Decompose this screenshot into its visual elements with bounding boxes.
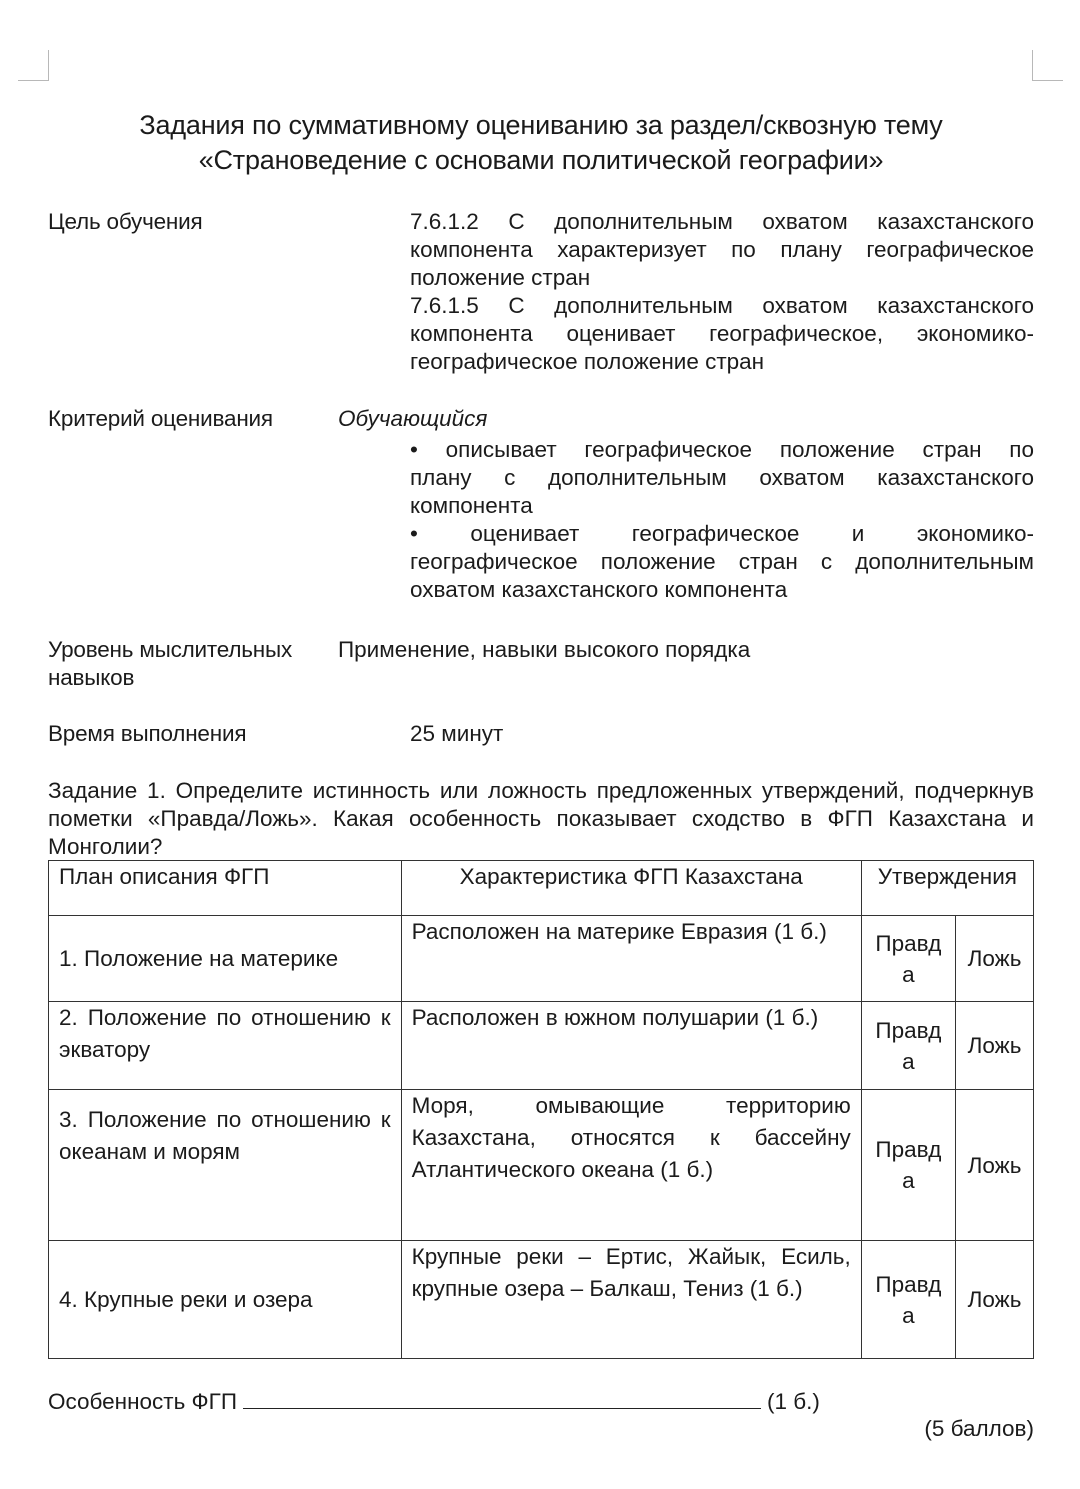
true-option-line-1: Правд: [875, 1271, 942, 1297]
title-line-1: Задания по суммативному оцениванию за раздел/сквозную тему: [139, 110, 943, 140]
crop-mark-top-right: [1032, 50, 1063, 81]
criteria-line: плану с дополнительным охватом казахстанского: [410, 465, 1034, 490]
document-title: [48, 108, 1034, 178]
criteria-label: Критерий оценивания: [48, 406, 273, 431]
false-option[interactable]: Ложь: [956, 916, 1034, 1002]
goal-value: [410, 208, 1034, 376]
thinking-label-line-2: навыков: [48, 665, 135, 690]
goal-line: положение стран: [410, 265, 591, 290]
true-option-line-1: Правд: [875, 930, 942, 956]
header-statements: Утверждения: [861, 861, 1033, 916]
criteria-line: • описывает географическое положение стран по: [410, 437, 1034, 462]
false-option[interactable]: Ложь: [956, 1090, 1034, 1241]
row-plan: 2. Положение по отношению к экватору: [49, 1002, 402, 1090]
true-option[interactable]: [861, 1241, 955, 1359]
thinking-label-line-1: Уровень мыслительных: [48, 637, 293, 662]
feature-label: Особенность ФГП: [48, 1389, 238, 1414]
title-line-2: «Страноведение с основами политической географии»: [198, 145, 884, 175]
criteria-value: [410, 436, 1034, 604]
total-score: (5 баллов): [924, 1416, 1034, 1441]
criteria-line: компонента: [410, 493, 533, 518]
goal-line: географическое положение стран: [410, 349, 765, 374]
table-row: [49, 916, 1034, 1002]
true-option-line-2: а: [902, 961, 915, 987]
thinking-value: Применение, навыки высокого порядка: [338, 637, 751, 662]
false-option[interactable]: Ложь: [956, 1002, 1034, 1090]
fgp-table: [48, 860, 1034, 1359]
table-header-row: [49, 861, 1034, 916]
true-option-line-1: Правд: [875, 1017, 942, 1043]
true-option-line-2: а: [902, 1168, 915, 1193]
criteria-line: географическое положение стран с дополнительным: [410, 549, 1034, 574]
row-plan: 4. Крупные реки и озера: [49, 1241, 402, 1359]
criteria-line: • оценивает географическое и экономико-: [410, 521, 1034, 546]
row-characteristic: Крупные реки – Ертис, Жайык, Есиль, крупные озера – Балкаш, Тениз (1 б.): [401, 1241, 861, 1359]
thinking-label: [48, 636, 292, 692]
table-row: [49, 1002, 1034, 1090]
row-characteristic: Расположен в южном полушарии (1 б.): [401, 1002, 861, 1090]
task-text: Задание 1. Определите истинность или ложность предложенных утверждений, подчеркнув пометки «Правда/Ложь». Какая особенность показывает сходство в ФГП Казахстана и Монголии?: [48, 778, 1034, 859]
row-plan: 3. Положение по отношению к океанам и морям: [49, 1090, 402, 1241]
goal-label: Цель обучения: [48, 209, 203, 234]
row-plan: 1. Положение на материке: [49, 916, 402, 1002]
false-option[interactable]: Ложь: [956, 1241, 1034, 1359]
true-option-line-2: а: [902, 1048, 915, 1074]
criteria-intro: Обучающийся: [338, 406, 488, 431]
true-option[interactable]: [861, 1090, 955, 1241]
criteria-line: охватом казахстанского компонента: [410, 577, 788, 602]
time-label: Время выполнения: [48, 721, 247, 746]
goal-line: компонента оценивает географическое, экономико-: [410, 321, 1034, 346]
crop-mark-top-left: [18, 50, 49, 81]
goal-line: 7.6.1.2 С дополнительным охватом казахстанского: [410, 209, 1034, 234]
true-option-line-2: а: [902, 1302, 915, 1328]
goal-line: компонента характеризует по плану географическое: [410, 237, 1034, 262]
time-value: 25 минут: [410, 721, 504, 746]
row-characteristic: Моря, омывающие территорию Казахстана, относятся к бассейну Атлантического океана (1 б.): [401, 1090, 861, 1241]
header-characteristic: Характеристика ФГП Казахстана: [401, 861, 861, 916]
true-option[interactable]: [861, 1002, 955, 1090]
row-characteristic: Расположен на материке Евразия (1 б.): [401, 916, 861, 1002]
feature-points: (1 б.): [767, 1389, 820, 1414]
table-row: [49, 1090, 1034, 1241]
feature-answer: [48, 1386, 820, 1416]
header-plan: План описания ФГП: [49, 861, 402, 916]
goal-line: 7.6.1.5 С дополнительным охватом казахстанского: [410, 293, 1034, 318]
table-row: [49, 1241, 1034, 1359]
true-option-line-1: Правд: [875, 1137, 942, 1162]
feature-answer-blank[interactable]: [243, 1386, 761, 1409]
true-option[interactable]: [861, 916, 955, 1002]
